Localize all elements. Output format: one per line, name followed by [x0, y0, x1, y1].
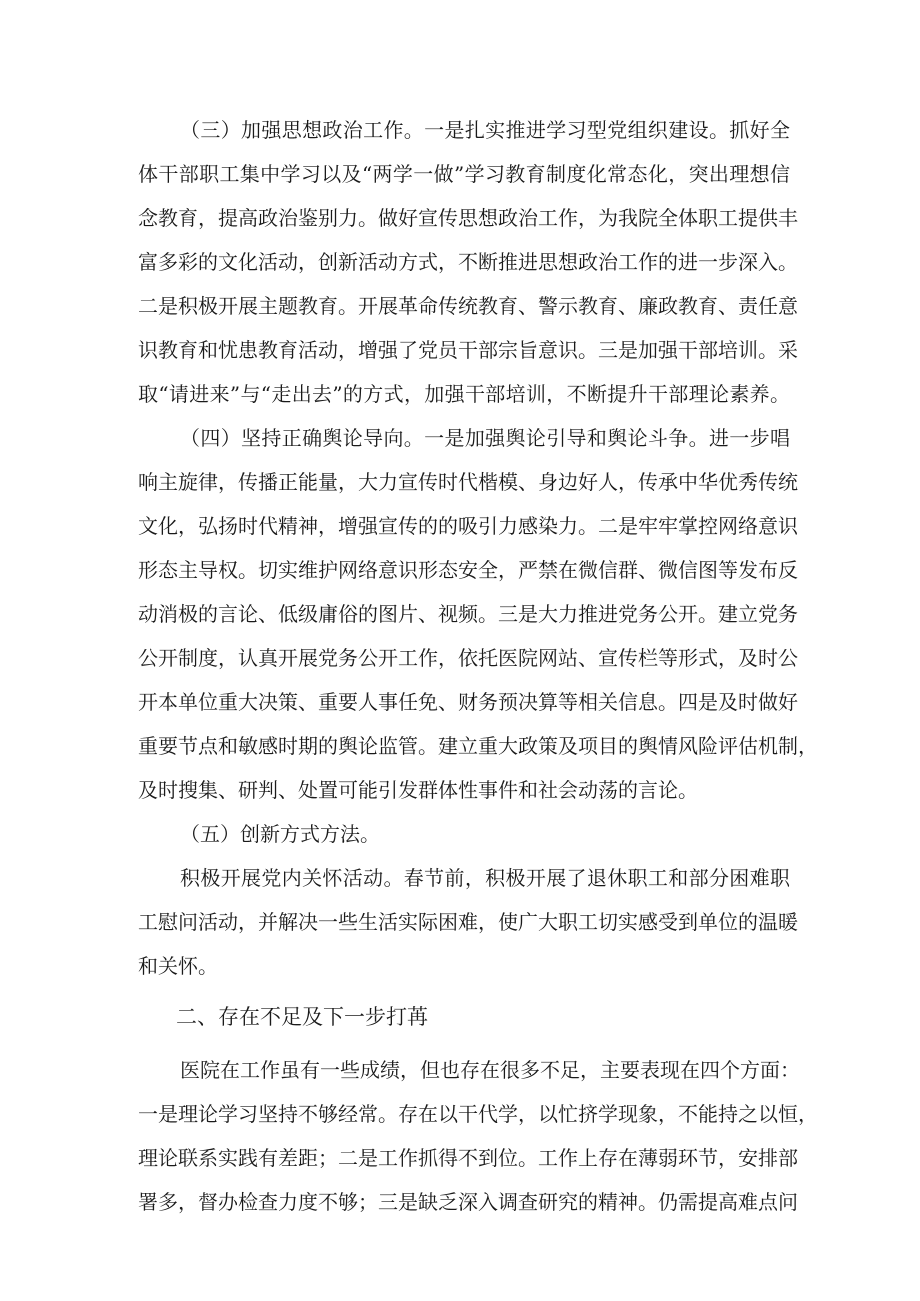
paragraph-3-line-7: 取“请进来”与“走出去”的方式，加强干部培训，不断提升干部理论素养。 — [138, 382, 790, 406]
paragraph-4-line-9: 及时搜集、研判、处置可能引发群体性事件和社会动荡的言论。 — [138, 778, 698, 802]
paragraph-3-line-1: （三）加强思想政治工作。一是扎实推进学习型党组织建设。抓好全 — [180, 118, 790, 142]
paragraph-4-line-1: （四）坚持正确舆论导向。一是加强舆论引导和舆论斗争。进一步唱 — [180, 426, 790, 450]
paragraph-3-line-2: 体干部职工集中学习以及“两学一做”学习教育制度化常态化，突出理想信 — [138, 162, 790, 186]
paragraph-3-line-4: 富多彩的文化活动，创新活动方式，不断推进思想政治工作的进一步深入。 — [138, 250, 798, 274]
paragraph-4-line-7: 开本单位重大决策、重要人事任免、财务预决算等相关信息。四是及时做好 — [138, 690, 798, 714]
section-2-line-2: 一是理论学习坚持不够经常。存在以干代学，以忙挤学现象，不能持之以恒， — [138, 1102, 818, 1126]
paragraph-5-title: （五）创新方式方法。 — [180, 822, 380, 846]
paragraph-4-line-2: 响主旋律，传播正能量，大力宣传时代楷模、身边好人，传承中华优秀传统 — [138, 470, 798, 494]
paragraph-4-line-8: 重要节点和敏感时期的舆论监管。建立重大政策及项目的舆情风险评估机制， — [138, 734, 818, 758]
paragraph-5-line-1: 积极开展党内关怀活动。春节前，积极开展了退休职工和部分困难职 — [180, 866, 790, 890]
paragraph-4-line-5: 动消极的言论、低级庸俗的图片、视频。三是大力推进党务公开。建立党务 — [138, 602, 798, 626]
paragraph-4-line-4: 形态主导权。切实维护网络意识形态安全，严禁在微信群、微信图等发布反 — [138, 558, 798, 582]
paragraph-5-line-3: 和关怀。 — [138, 954, 218, 978]
paragraph-3-line-5: 二是积极开展主题教育。开展革命传统教育、警示教育、廉政教育、责任意 — [138, 294, 798, 318]
section-2-line-1: 医院在工作虽有一些成绩，但也存在很多不足，主要表现在四个方面： — [180, 1058, 800, 1082]
paragraph-4-line-3: 文化，弘扬时代精神，增强宣传的的吸引力感染力。二是牢牢掌控网络意识 — [138, 514, 798, 538]
section-2-line-3: 理论联系实践有差距；二是工作抓得不到位。工作上存在薄弱环节，安排部 — [138, 1146, 798, 1170]
paragraph-3-line-6: 识教育和忧患教育活动，增强了党员干部宗旨意识。三是加强干部培训。采 — [138, 338, 798, 362]
paragraph-3-line-3: 念教育，提高政治鉴别力。做好宣传思想政治工作，为我院全体职工提供丰 — [138, 206, 798, 230]
paragraph-4-line-6: 公开制度，认真开展党务公开工作，依托医院网站、宣传栏等形式，及时公 — [138, 646, 798, 670]
section-2-line-4: 署多，督办检查力度不够；三是缺乏深入调查研究的精神。仍需提高难点问 — [138, 1190, 798, 1214]
paragraph-5-line-2: 工慰问活动，并解决一些生活实际困难，使广大职工切实感受到单位的温暖 — [138, 910, 798, 934]
section-2-heading: 二、存在不足及下一步打苒 — [176, 1005, 428, 1029]
